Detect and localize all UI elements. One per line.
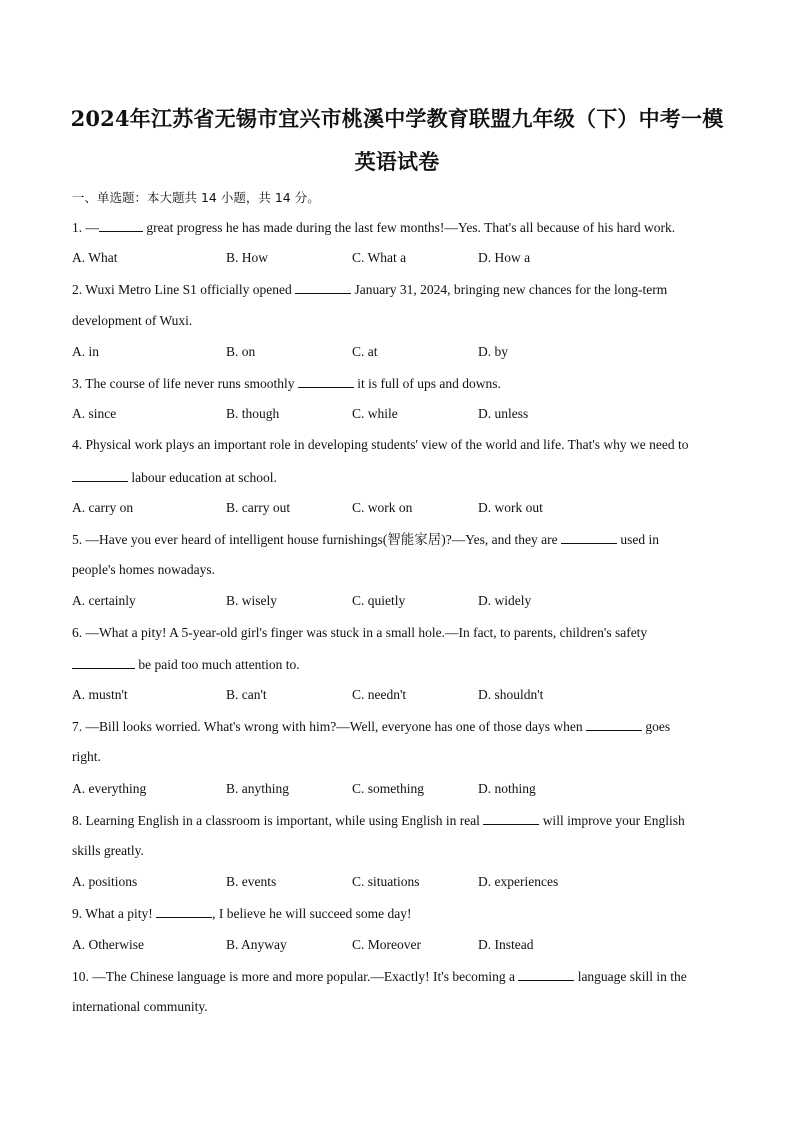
answer-blank	[156, 905, 212, 918]
option-a: A. since	[72, 406, 117, 421]
answer-blank	[298, 375, 354, 388]
question-4-line-2: labour education at school.	[72, 469, 732, 486]
option-d: D. widely	[478, 593, 532, 608]
answer-blank	[518, 968, 574, 981]
option-c: C. Moreover	[352, 937, 421, 952]
option-d: D. by	[478, 344, 508, 359]
question-3-line-1: 3. The course of life never runs smoothly it is full of ups and downs.	[72, 376, 501, 391]
option-b: B. though	[226, 406, 280, 421]
question-7-options	[72, 781, 732, 797]
option-d: D. shouldn't	[478, 687, 544, 702]
question-3-options	[72, 406, 732, 422]
option-b: B. How	[226, 250, 269, 265]
answer-blank	[561, 531, 617, 544]
question-1-line-1: 1. — great progress he has made during the last few months!—Yes. That's all because of his hard work.	[72, 220, 676, 235]
option-c: C. work on	[352, 500, 413, 515]
option-d: D. unless	[478, 406, 529, 421]
section-heading: 一、单选题：本大题共 14 小题，共 14 分。	[72, 190, 320, 205]
question-1-options	[72, 250, 732, 266]
answer-blank	[72, 656, 135, 669]
answer-blank	[99, 219, 143, 232]
question-5-line-1: 5. —Have you ever heard of intelligent house furnishings(智能家居)?—Yes, and they are used in	[72, 532, 660, 547]
option-a: A. everything	[72, 781, 147, 796]
exam-subtitle: 英语试卷	[354, 149, 440, 174]
question-2-options	[72, 344, 732, 360]
question-2-line-2: development of Wuxi.	[72, 313, 193, 328]
option-a: A. carry on	[72, 500, 134, 515]
option-d: D. How a	[478, 250, 531, 265]
answer-blank	[72, 469, 128, 482]
answer-blank	[586, 718, 642, 731]
question-6-line-2: be paid too much attention to.	[72, 656, 732, 673]
option-d: D. nothing	[478, 781, 536, 796]
option-a: A. mustn't	[72, 687, 128, 702]
option-a: A. positions	[72, 874, 138, 889]
question-4-line-1: 4. Physical work plays an important role in developing students' view of the world and life. That's why we need to	[72, 437, 689, 452]
question-4-options	[72, 500, 732, 516]
option-c: C. something	[352, 781, 425, 796]
option-b: B. events	[226, 874, 277, 889]
option-d: D. experiences	[478, 874, 559, 889]
option-b: B. Anyway	[226, 937, 287, 952]
option-c: C. quietly	[352, 593, 406, 608]
option-a: A. Otherwise	[72, 937, 144, 952]
option-a: A. certainly	[72, 593, 136, 608]
question-6-line-1: 6. —What a pity! A 5-year-old girl's finger was stuck in a small hole.—In fact, to parents, children's safety	[72, 625, 648, 640]
question-7-line-1: 7. —Bill looks worried. What's wrong with him?—Well, everyone has one of those days when goes	[72, 719, 671, 734]
question-8-options	[72, 874, 732, 890]
option-b: B. carry out	[226, 500, 291, 515]
option-c: C. situations	[352, 874, 420, 889]
option-a: A. in	[72, 344, 99, 359]
question-8-line-2: skills greatly.	[72, 843, 144, 858]
option-a: A. What	[72, 250, 118, 265]
question-8-line-1: 8. Learning English in a classroom is important, while using English in real will improve your English	[72, 813, 685, 828]
question-5-line-2: people's homes nowadays.	[72, 562, 216, 577]
question-9-line-1: 9. What a pity! , I believe he will succeed some day!	[72, 906, 412, 921]
question-5-options	[72, 593, 732, 609]
option-d: D. Instead	[478, 937, 534, 952]
question-7-line-2: right.	[72, 749, 101, 764]
option-c: C. What a	[352, 250, 407, 265]
question-10-line-2: international community.	[72, 999, 208, 1014]
option-d: D. work out	[478, 500, 543, 515]
question-10-line-1: 10. —The Chinese language is more and more popular.—Exactly! It's becoming a language skill in the	[72, 969, 687, 984]
option-b: B. anything	[226, 781, 289, 796]
option-c: C. while	[352, 406, 398, 421]
option-c: C. needn't	[352, 687, 407, 702]
option-b: B. on	[226, 344, 256, 359]
answer-blank	[295, 281, 351, 294]
answer-blank	[483, 812, 539, 825]
question-6-options	[72, 687, 732, 703]
question-9-options	[72, 937, 732, 953]
option-c: C. at	[352, 344, 378, 359]
option-b: B. can't	[226, 687, 267, 702]
question-2-line-1: 2. Wuxi Metro Line S1 officially opened January 31, 2024, bringing new chances for the long-term	[72, 282, 668, 297]
option-b: B. wisely	[226, 593, 278, 608]
exam-title: 2024年江苏省无锡市宜兴市桃溪中学教育联盟九年级（下）中考一模	[70, 106, 724, 131]
